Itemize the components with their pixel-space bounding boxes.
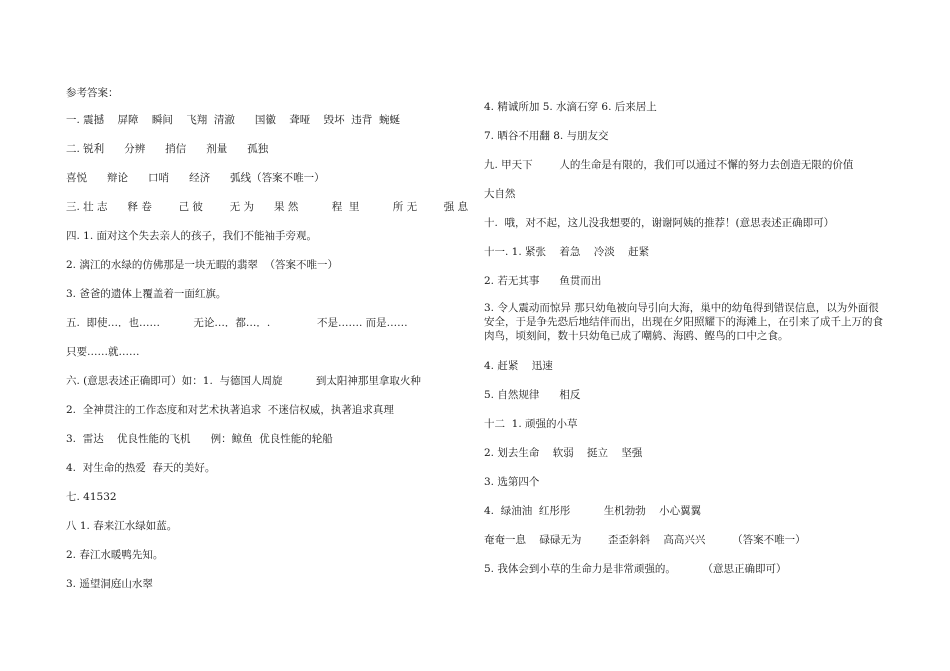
- answer-line: 九. 甲天下 人的生命是有限的，我们可以通过不懈的努力去创造无限的价值: [484, 159, 854, 171]
- answer-line: 十二 1. 顽强的小草: [484, 418, 578, 430]
- answer-line: 3. 遥望洞庭山水翠: [66, 578, 153, 590]
- answer-line: 三. 壮 志 释 卷 己 彼 无 为 果 然 程 里 所 无 强 息: [66, 201, 469, 213]
- answer-line: 4. 绿油油 红彤彤 生机勃勃 小心翼翼: [484, 505, 702, 517]
- answer-line: 五. 即使…．也…… 无论…．都…．. 不是……. 而是……: [66, 317, 408, 329]
- answer-line: 4. 对生命的热爱 春天的美好。: [66, 462, 216, 474]
- answers-heading: 参考答案：: [66, 87, 119, 99]
- answer-line: 3. 选第四个: [484, 476, 540, 488]
- answer-line: 7. 晒谷不用翻 8. 与朋友交: [484, 130, 609, 142]
- answer-line: 5. 我体会到小草的生命力是非常顽强的。 （意思正确即可）: [484, 563, 787, 575]
- answer-line: 八 1. 春来江水绿如蓝。: [66, 520, 178, 532]
- answer-line: 只要……就……: [66, 346, 140, 358]
- answer-line: 大自然: [484, 188, 516, 200]
- answer-line: 七. 41532: [66, 491, 117, 503]
- answer-line: 3. 雷达 优良性能的飞机 例：鲸鱼 优良性能的轮船: [66, 433, 333, 445]
- answer-line: 2. 若无其事 鱼贯而出: [484, 275, 602, 287]
- answer-line: 六. (意思表述正确即可）如：1. 与德国人周旋 到太阳神那里拿取火种: [66, 375, 421, 387]
- answer-line: 4. 精诚所加 5. 水滴石穿 6. 后来居上: [484, 101, 657, 113]
- answer-line: 2. 漓江的水绿的仿佛那是一块无暇的翡翠 （答案不唯一）: [66, 259, 339, 271]
- answer-line: 奄奄一息 碌碌无为 歪歪斜斜 高高兴兴 （答案不唯一）: [484, 534, 806, 546]
- answer-line: 2. 春江水暖鸭先知。: [66, 549, 164, 561]
- answer-line: 二. 锐利 分辨 捎信 剂量 孤独: [66, 143, 269, 155]
- answer-line: 2. 全神贯注的工作态度和对艺术执著追求 不迷信权威，执著追求真理: [66, 404, 394, 416]
- answer-line: 2. 划去生命 软弱 挺立 坚强: [484, 447, 643, 459]
- answer-line: 十. 哦，对不起，这儿没我想要的，谢谢阿姨的推荐！(意思表述正确即可）: [484, 217, 835, 229]
- answer-line: 喜悦 辩论 口哨 经济 弧线（答案不唯一）: [66, 172, 325, 184]
- answer-line: 十一. 1. 紧张 着急 冷淡 赶紧: [484, 246, 650, 258]
- answer-line: 5. 自然规律 相反: [484, 389, 581, 401]
- answer-line: 3. 爸爸的遗体上覆盖着一面红旗。: [66, 288, 227, 300]
- answer-line: 四. 1. 面对这个失去亲人的孩子，我们不能袖手旁观。: [66, 230, 318, 242]
- answer-line: 4. 赶紧 迅速: [484, 360, 553, 372]
- answer-paragraph: 3. 令人震动而惊异 那只幼龟被向导引向大海，巢中的幼龟得到错误信息，以为外面很安全，于是争先恐后地结伴而出，出现在夕阳照耀下的海滩上，在引来了成千上万的食肉鸟，顷刻间，数十只幼龟已成了嘲鸫、海鸥、鲣鸟的口中之食。: [484, 302, 883, 342]
- answer-line: 一. 震撼 屏障 瞬间 飞翔 清澈 国徽 聋哑 毁坏 违背 蜿蜒: [66, 114, 400, 126]
